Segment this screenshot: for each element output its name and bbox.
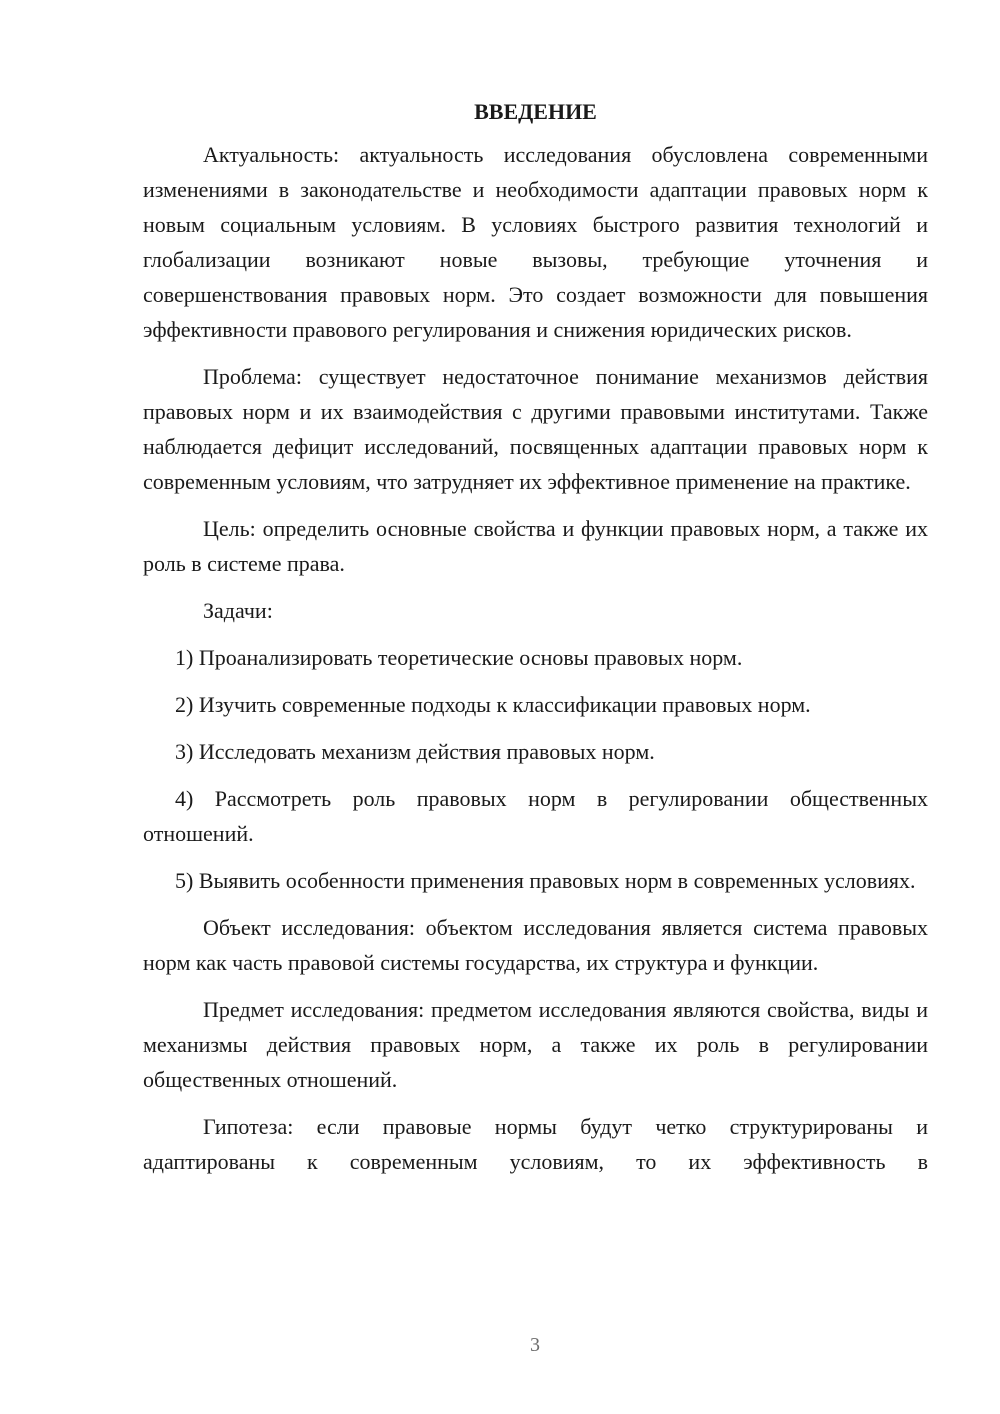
task-item: 3) Исследовать механизм действия правовых норм. (175, 739, 655, 764)
object-paragraph: Объект исследования: объектом исследования является система правовых норм как часть правовой системы государства, их структура и функции. (143, 915, 928, 975)
task-item: 2) Изучить современные подходы к классификации правовых норм. (175, 692, 811, 717)
hypothesis-paragraph: Гипотеза: если правовые нормы будут четко структурированы и адаптированы к современным условиям, то их эффективность в (143, 1114, 928, 1174)
subject-paragraph: Предмет исследования: предметом исследования являются свойства, виды и механизмы действия правовых норм, а также их роль в регулировании общественных отношений. (143, 997, 928, 1092)
page-number: 3 (530, 1334, 540, 1356)
task-item: 4) Рассмотреть роль правовых норм в регулировании общественных отношений. (143, 786, 928, 846)
problem-paragraph: Проблема: существует недостаточное понимание механизмов действия правовых норм и их взаимодействия с другими правовыми институтами. Также наблюдается дефицит исследований, посвященных адаптации правовых норм к современным условиям, что затрудняет их эффективное применение на практике. (143, 364, 928, 494)
task-item: 5) Выявить особенности применения правовых норм в современных условиях. (175, 868, 916, 893)
goal-paragraph: Цель: определить основные свойства и функции правовых норм, а также их роль в системе права. (143, 516, 928, 576)
page-content (143, 95, 928, 1191)
relevance-paragraph: Актуальность: актуальность исследования обусловлена современными изменениями в законодательстве и необходимости адаптации правовых норм к новым социальным условиям. В условиях быстрого развития технологий и глобализации возникают новые вызовы, требующие уточнения и совершенствования правовых норм. Это создает возможности для повышения эффективности правового регулирования и снижения юридических рисков. (143, 142, 928, 342)
tasks-heading: Задачи: (203, 598, 273, 623)
section-title: ВВЕДЕНИЕ (474, 99, 597, 124)
task-item: 1) Проанализировать теоретические основы правовых норм. (175, 645, 743, 670)
